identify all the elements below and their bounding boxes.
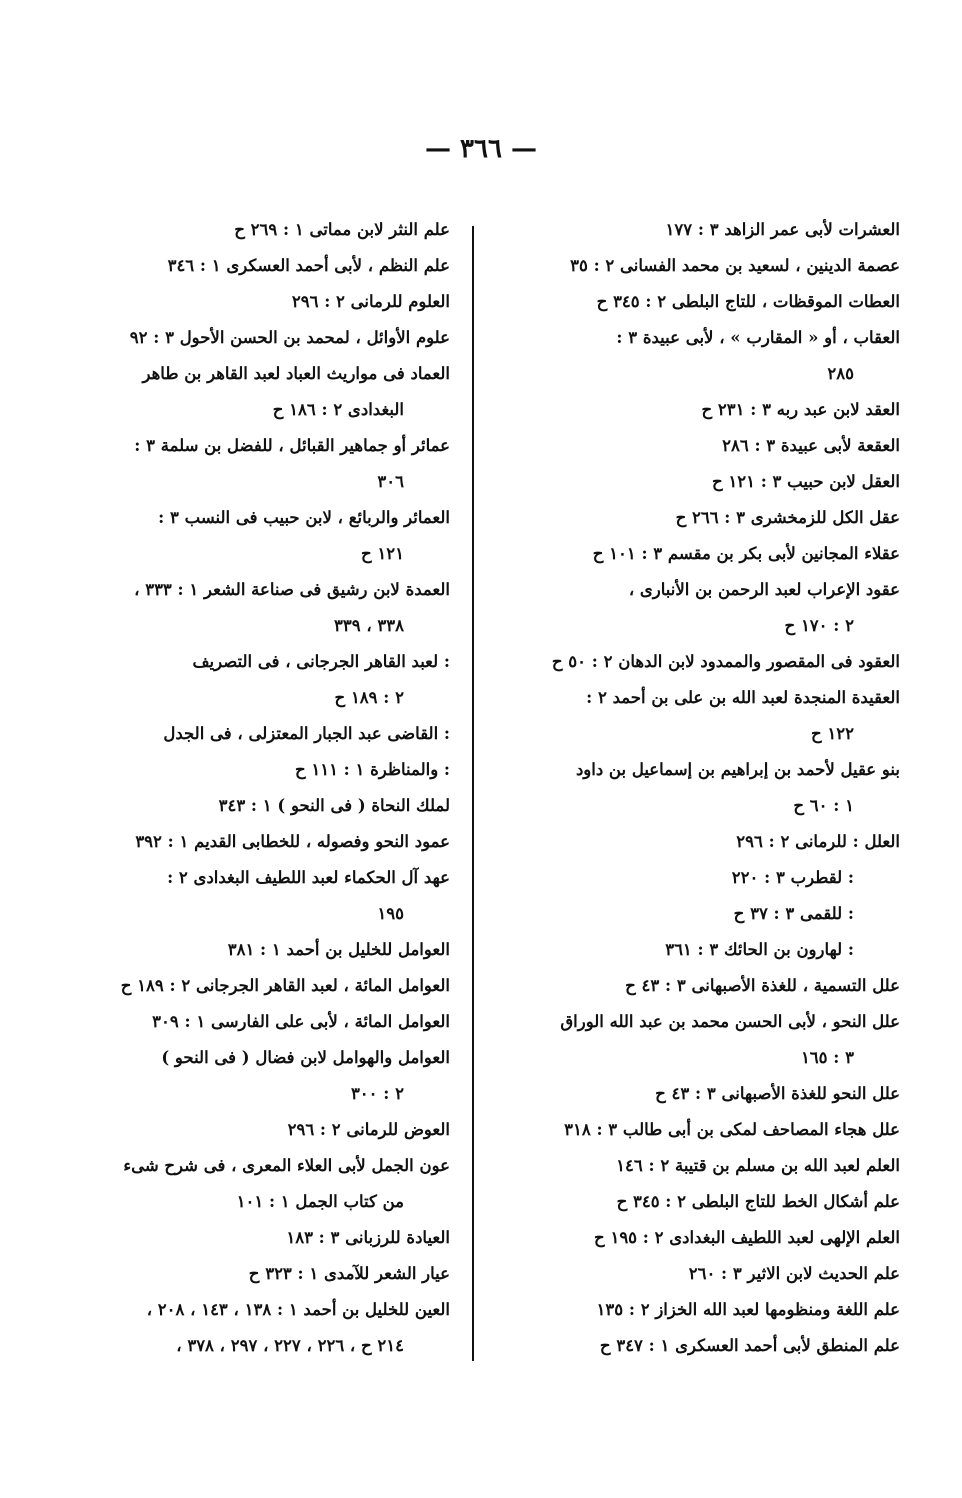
index-entry-continuation: ٢ : ٣٠٠: [350, 1084, 404, 1103]
index-entry: : والمناظرة ١ : ١١١ ح: [294, 760, 450, 779]
index-entry: عقود الإعراب لعبد الرحمن بن الأنبارى ،: [628, 580, 900, 599]
index-entry: علم أشكال الخط للتاج البلطى ٢ : ٣٤٥ ح: [616, 1192, 900, 1211]
index-entry: علم النثر لابن مماتى ١ : ٢٦٩ ح: [234, 220, 450, 239]
index-entry: علم اللغة ومنظومها لعبد الله الخزاز ٢ : ١٣٥: [596, 1300, 900, 1319]
index-entry: العماد فى مواريث العباد لعبد القاهر بن طاهر: [142, 364, 450, 383]
index-entry: علل هجاء المصاحف لمكى بن أبى طالب ٣ : ٣١٨: [564, 1120, 900, 1139]
index-entry: العلل : للرمانى ٢ : ٢٩٦: [736, 832, 900, 851]
index-entry: العطات الموقظات ، للتاج البلطى ٢ : ٣٤٥ ح: [596, 292, 900, 311]
index-entry-continuation: ٢ : ١٨٩ ح: [334, 688, 404, 707]
index-entry: العلم الإلهى لعبد اللطيف البغدادى ٢ : ١٩٥ ح: [594, 1228, 900, 1247]
index-entry: العوامل المائة ، لعبد القاهر الجرجانى ٢ : ١٨٩ ح: [120, 976, 450, 995]
index-entry: العمائر والربائع ، لابن حبيب فى النسب ٣ :: [158, 508, 450, 527]
index-entry: عصمة الدينين ، لسعيد بن محمد الفسانى ٢ : ٣٥: [570, 256, 900, 275]
index-entry: لملك النحاة ( فى النحو ) ١ : ٣٤٣: [218, 796, 450, 815]
index-entry: علوم الأوائل ، لمحمد بن الحسن الأحول ٣ : ٩٢: [129, 328, 450, 347]
index-entry-continuation: البغدادى ٢ : ١٨٦ ح: [272, 400, 404, 419]
index-entry: العوامل المائة ، لأبى على الفارسى ١ : ٣٠٩: [152, 1012, 450, 1031]
index-entry-continuation: ١٢١ ح: [361, 544, 404, 563]
index-entry-continuation: من كتاب الجمل ١ : ١٠١: [236, 1192, 404, 1211]
index-entry: علم الحديث لابن الاثير ٣ : ٢٦٠: [688, 1264, 900, 1283]
index-entry-continuation: ٢١٤ ح ، ٢٢٦ ، ٢٢٧ ، ٢٩٧ ، ٣٧٨ ،: [176, 1336, 404, 1355]
index-entry: العقود فى المقصور والممدود لابن الدهان ٢ : ٥٠ ح: [551, 652, 900, 671]
index-entry: علم المنطق لأبى أحمد العسكرى ١ : ٣٤٧ ح: [599, 1336, 900, 1355]
index-entry: العشرات لأبى عمر الزاهد ٣ : ١٧٧: [665, 220, 900, 239]
index-entry: علل التسمية ، للغذة الأصبهانى ٣ : ٤٣ ح: [625, 976, 900, 995]
index-entry: : لعبد القاهر الجرجانى ، فى التصريف: [192, 652, 450, 671]
index-entry-continuation: : لقطرب ٣ : ٢٢٠: [731, 868, 854, 887]
index-entry: عقل الكل للزمخشرى ٣ : ٢٦٦ ح: [675, 508, 900, 527]
index-entry-continuation: ٢ : ١٧٠ ح: [784, 616, 854, 635]
index-entry: العلوم للرمانى ٢ : ٢٩٦: [291, 292, 450, 311]
index-entry: العوامل للخليل بن أحمد ١ : ٣٨١: [227, 940, 450, 959]
index-entry: عيار الشعر للآمدى ١ : ٣٢٣ ح: [248, 1264, 450, 1283]
index-entry: علل النحو للغذة الأصبهانى ٣ : ٤٣ ح: [655, 1084, 900, 1103]
index-entry-continuation: ١٩٥: [377, 904, 404, 923]
index-entry-continuation: ٣ : ١٦٥: [800, 1048, 854, 1067]
index-entry: العقيدة المنجدة لعبد الله بن على بن أحمد ٢ :: [586, 688, 900, 707]
index-entry: العين للخليل بن أحمد ١ : ١٣٨ ، ١٤٣ ، ٢٠٨ ،: [146, 1300, 450, 1319]
index-entry: العلم لعبد الله بن مسلم بن قتيبة ٢ : ١٤٦: [616, 1156, 900, 1175]
index-entry: عقلاء المجانين لأبى بكر بن مقسم ٣ : ١٠١ ح: [592, 544, 900, 563]
index-entry-continuation: ٣٣٨ ، ٣٣٩: [333, 616, 404, 635]
index-entry: العمدة لابن رشيق فى صناعة الشعر ١ : ٣٣٣ ،: [134, 580, 450, 599]
index-entry: عمود النحو وفصوله ، للخطابى القديم ١ : ٣٩٢: [135, 832, 450, 851]
index-entry: العقل لابن حبيب ٣ : ١٢١ ح: [711, 472, 900, 491]
page-number: — ٣٦٦ —: [424, 134, 538, 164]
index-entry-continuation: : للقمى ٣ : ٣٧ ح: [733, 904, 854, 923]
index-entry-continuation: ١ : ٦٠ ح: [793, 796, 854, 815]
index-entry: بنو عقيل لأحمد بن إبراهيم بن إسماعيل بن داود: [575, 760, 900, 779]
index-entry: العيادة للرزبانى ٣ : ١٨٣: [286, 1228, 450, 1247]
index-entry: علم النظم ، لأبى أحمد العسكرى ١ : ٣٤٦: [167, 256, 450, 275]
index-entry: العوض للرمانى ٢ : ٢٩٦: [287, 1120, 450, 1139]
index-entry: العقد لابن عبد ربه ٣ : ٢٣١ ح: [701, 400, 900, 419]
index-entry: عون الجمل لأبى العلاء المعرى ، فى شرح شىء: [123, 1156, 450, 1175]
index-entry: العقاب ، أو « المقارب » ، لأبى عبيدة ٣ :: [616, 328, 900, 347]
index-entry-continuation: ٣٠٦: [377, 472, 404, 491]
index-column-left: [50, 212, 450, 1364]
index-entry: عمائر أو جماهير القبائل ، للفضل بن سلمة ٣ :: [134, 436, 450, 455]
index-entry-continuation: ٢٨٥: [827, 364, 854, 383]
index-entry: العقعة لأبى عبيدة ٣ : ٢٨٦: [722, 436, 900, 455]
index-entry-continuation: : لهارون بن الحائك ٣ : ٣٦١: [665, 940, 854, 959]
index-entry: العوامل والهوامل لابن فضال ( فى النحو ): [161, 1048, 450, 1067]
index-entry: علل النحو ، لأبى الحسن محمد بن عبد الله الوراق: [560, 1012, 900, 1031]
index-entry: : القاضى عبد الجبار المعتزلى ، فى الجدل: [163, 724, 450, 743]
column-divider: [472, 226, 474, 1361]
index-entry: عهد آل الحكماء لعبد اللطيف البغدادى ٢ :: [167, 868, 450, 887]
index-column-right: [500, 212, 900, 1364]
index-entry-continuation: ١٢٢ ح: [811, 724, 854, 743]
